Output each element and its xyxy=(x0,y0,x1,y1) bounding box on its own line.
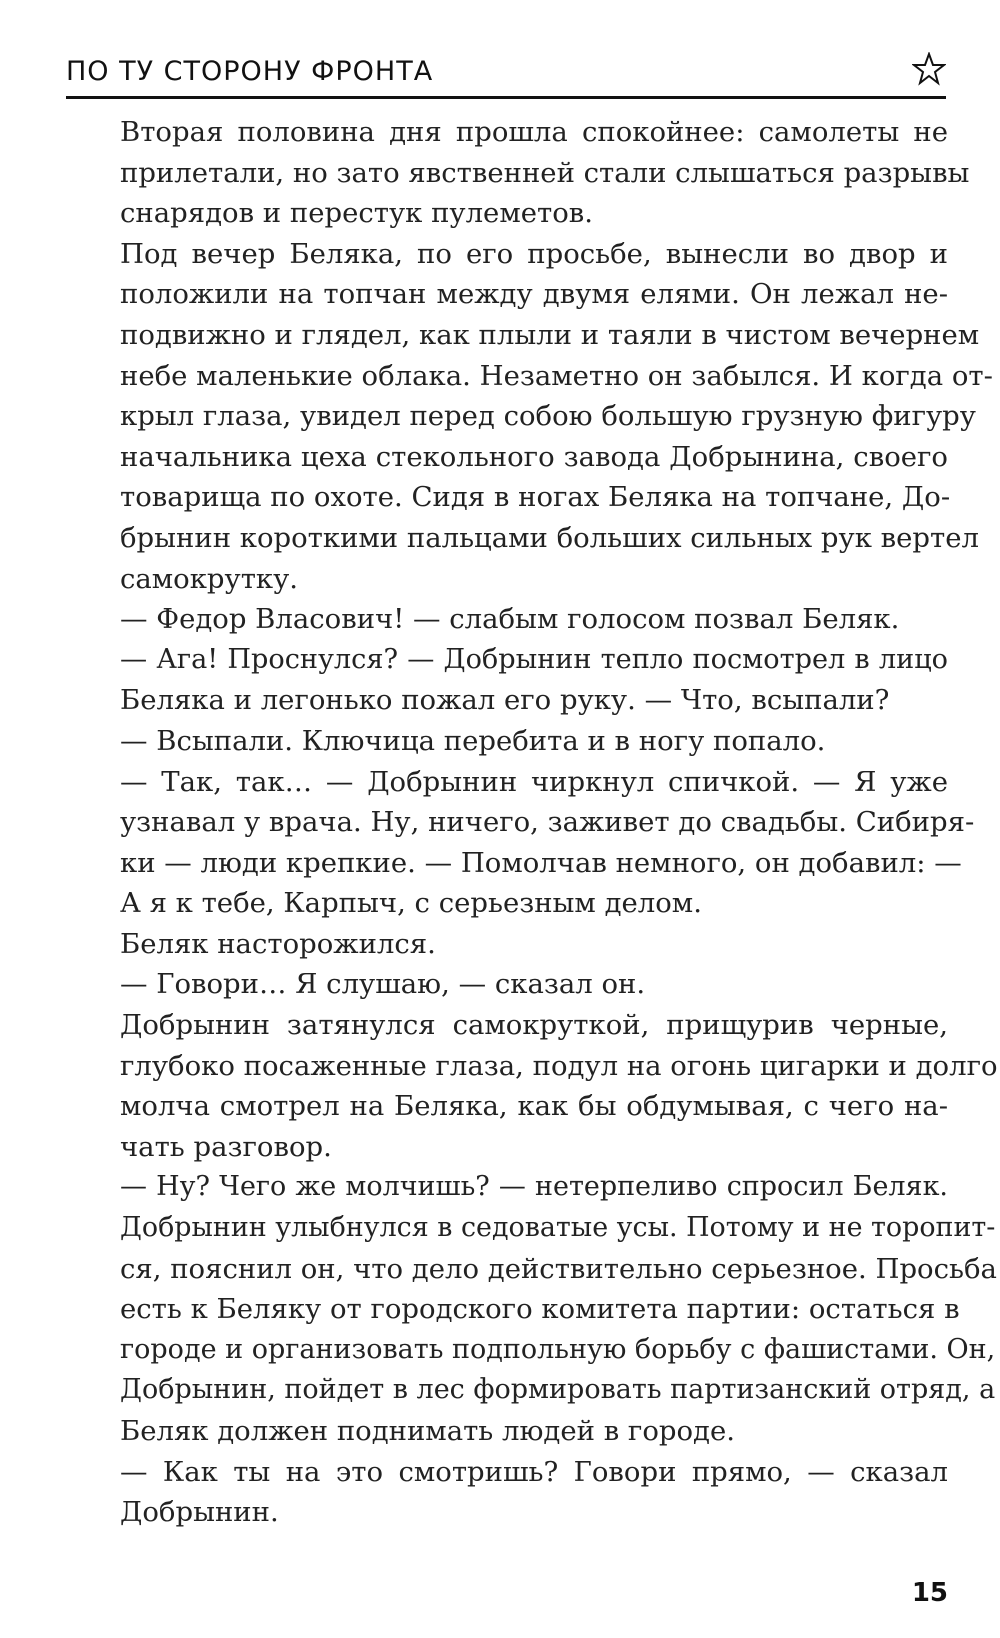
text-line: крыл глаза, увидел перед собою большую грузную фигуру xyxy=(120,400,976,433)
text-line: начальника цеха стекольного завода Добрынина, своего xyxy=(120,440,948,473)
text-line: товарища по охоте. Сидя в ногах Беляка на топчане, До- xyxy=(120,481,951,514)
text-line: А я к тебе, Карпыч, с серьезным делом. xyxy=(120,887,702,920)
text-line: глубоко посаженные глаза, подул на огонь цигарки и долго xyxy=(120,1049,998,1082)
text-line: молча смотрел на Беляка, как бы обдумывая, с чего на- xyxy=(120,1090,948,1123)
paragraph xyxy=(68,1452,948,1533)
text-line: Добрынин. xyxy=(120,1496,279,1529)
star-outline-icon xyxy=(912,52,946,86)
text-line: узнавал у врача. Ну, ничего, заживет до свадьбы. Сибиря- xyxy=(120,806,975,839)
text-line: прилетали, но зато явственней стали слышаться разрывы xyxy=(120,156,970,189)
text-line: Беляк насторожился. xyxy=(120,927,436,960)
page-number: 15 xyxy=(911,1578,948,1608)
text-line: чать разговор. xyxy=(120,1130,332,1163)
text-line: положили на топчан между двумя елями. Он лежал не- xyxy=(120,278,948,311)
running-head xyxy=(66,52,946,98)
text-line: Беляка и легонько пожал его руку. — Что, всыпали? xyxy=(120,684,890,717)
text-line: Добрынин затянулся самокруткой, прищурив черные, xyxy=(120,1009,948,1042)
text-line: Под вечер Беляка, по его просьбе, вынесли во двор и xyxy=(120,237,948,270)
text-line: — Говори… Я слушаю, — сказал он. xyxy=(120,968,646,1001)
paragraph xyxy=(68,1167,997,1451)
text-line: самокрутку. xyxy=(120,562,299,595)
text-line: — Федор Власович! — слабым голосом позвал Беляк. xyxy=(120,603,900,636)
text-line: — Ну? Чего же молчишь? — нетерпеливо спросил Беляк. xyxy=(120,1171,948,1203)
running-title: ПО ТУ СТОРОНУ ФРОНТА xyxy=(66,56,434,87)
text-line: Вторая половина дня прошла спокойнее: самолеты не xyxy=(120,116,948,148)
text-line: ки — люди крепкие. — Помолчав немного, он добавил: — xyxy=(120,846,962,879)
text-line: городе и организовать подпольную борьбу с фашистами. Он, xyxy=(120,1333,996,1365)
text-line: — Так, так… — Добрынин чиркнул спичкой. — Я уже xyxy=(120,765,948,798)
paragraph xyxy=(68,924,948,965)
text-line: снарядов и перестук пулеметов. xyxy=(120,197,593,230)
paragraph xyxy=(68,721,948,762)
text-line: есть к Беляку от городского комитета партии: остаться в xyxy=(120,1293,960,1326)
text-line: брынин короткими пальцами больших сильных рук вертел xyxy=(120,521,979,554)
text-line: подвижно и глядел, как плыли и таяли в чистом вечернем xyxy=(120,318,980,351)
text-line: — Как ты на это смотришь? Говори прямо, — сказал xyxy=(120,1455,948,1488)
paragraph xyxy=(68,234,993,599)
text-line: Добрынин, пойдет в лес формировать партизанский отряд, а xyxy=(120,1374,996,1406)
text-line: — Всыпали. Ключица перебита и в ногу попало. xyxy=(120,724,826,757)
text-line: ся, пояснил он, что дело действительно серьезное. Просьба xyxy=(120,1252,997,1285)
text-line: Беляк должен поднимать людей в городе. xyxy=(120,1415,736,1447)
paragraph xyxy=(68,762,975,924)
paragraph xyxy=(68,640,948,721)
paragraph xyxy=(68,1005,998,1167)
text-line: Добрынин улыбнулся в седоватые усы. Потому и не торопит- xyxy=(120,1212,996,1244)
text-line: — Ага! Проснулся? — Добрынин тепло посмотрел в лицо xyxy=(120,643,948,675)
paragraph xyxy=(68,599,948,640)
paragraph xyxy=(68,112,970,234)
text-line: небе маленькие облака. Незаметно он забылся. И когда от- xyxy=(120,359,993,392)
paragraph xyxy=(68,964,948,1005)
body-text xyxy=(68,112,998,1533)
header-rule xyxy=(66,96,946,99)
